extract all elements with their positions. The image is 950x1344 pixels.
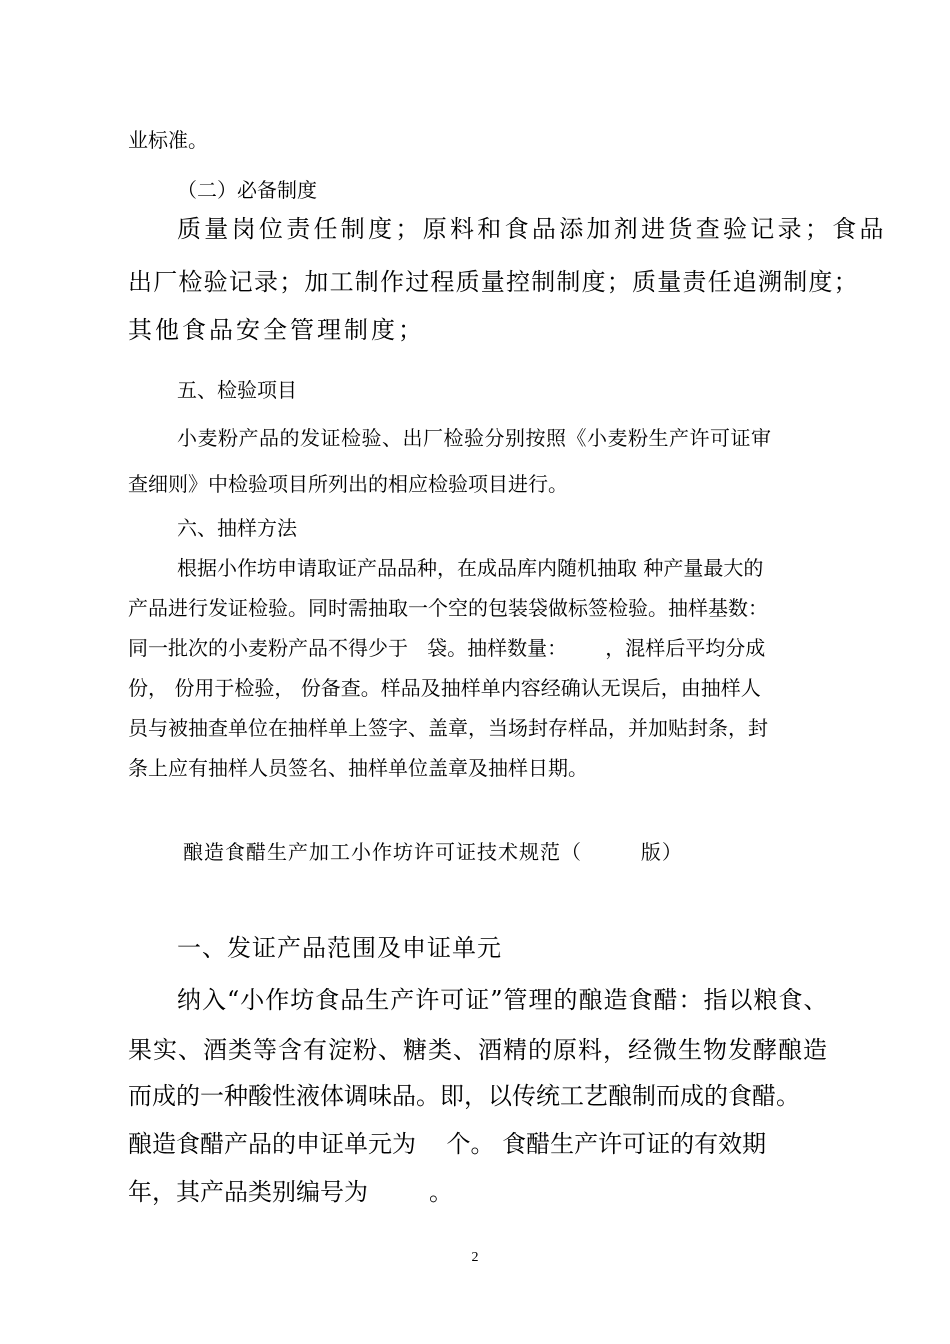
section-heading: 一、发证产品范围及申证单元 [177, 934, 502, 962]
body-text-line: 业标准。 [128, 128, 208, 152]
body-text-line: 条上应有抽样人员签名、抽样单位盖章及抽样日期。 [128, 756, 588, 780]
body-text-line: 同一批次的小麦粉产品不得少于 袋。抽样数量： ，混样后平均分成 [128, 636, 766, 660]
body-text-line: 而成的一种酸性液体调味品。即，以传统工艺酿制而成的食醋。 [128, 1082, 800, 1110]
page-number: 2 [471, 1250, 479, 1265]
section-heading: 五、检验项目 [177, 378, 297, 402]
body-text-line: 质量岗位责任制度；原料和食品添加剂进货查验记录；食品 [177, 215, 887, 243]
body-text-line: 小麦粉产品的发证检验、出厂检验分别按照《小麦粉生产许可证审 [177, 426, 772, 450]
section-heading: 六、抽样方法 [177, 516, 297, 540]
body-text-line: 员与被抽查单位在抽样单上签字、盖章，当场封存样品，并加贴封条，封 [128, 716, 768, 740]
body-text-line: 出厂检验记录；加工制作过程质量控制制度；质量责任追溯制度； [128, 268, 859, 296]
body-text-line: 根据小作坊申请取证产品品种，在成品库内随机抽取 种产量最大的 [177, 556, 764, 580]
body-text-line: 年，其产品类别编号为 。 [128, 1178, 454, 1206]
body-text-line: 产品进行发证检验。同时需抽取一个空的包装袋做标签检验。抽样基数： [128, 596, 768, 620]
document-title: 酿造食醋生产加工小作坊许可证技术规范（ 版） [183, 840, 683, 864]
body-text-line: 酿造食醋产品的申证单元为 个。 食醋生产许可证的有效期 [128, 1130, 767, 1158]
body-text-line: 份， 份用于检验， 份备查。样品及抽样单内容经确认无误后，由抽样人 [128, 676, 761, 700]
body-text-line: 纳入“小作坊食品生产许可证”管理的酿造食醋：指以粮食、 [177, 986, 829, 1014]
body-text-line: 查细则》中检验项目所列出的相应检验项目进行。 [128, 472, 568, 496]
body-text-line: 果实、酒类等含有淀粉、糖类、酒精的原料，经微生物发酵酿造 [128, 1036, 828, 1064]
section-heading: （二）必备制度 [177, 178, 317, 202]
body-text-line: 其他食品安全管理制度； [128, 316, 425, 344]
